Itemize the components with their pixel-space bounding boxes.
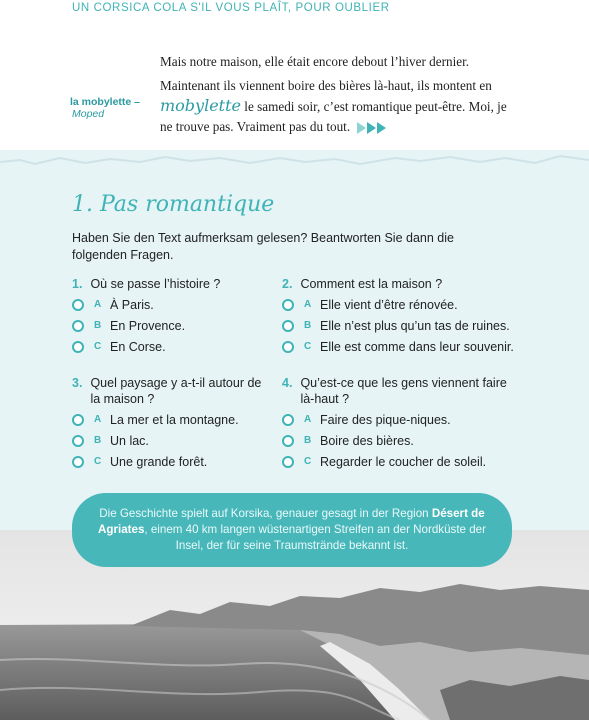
option-text: Elle est comme dans leur souvenir. [320,340,514,354]
info-text-before: Die Geschichte spielt auf Korsika, genauer gesagt in der Region [99,507,432,520]
answer-option[interactable] [72,412,272,428]
question-text: Qu’est-ce que les gens viennent faire là-haut ? [300,376,507,406]
section-title: 1. Pas romantique [72,192,275,217]
answer-option[interactable] [72,339,272,355]
question-text: Où se passe l’histoire ? [90,277,221,291]
radio-option-icon[interactable] [282,435,294,447]
info-box [72,493,512,567]
radio-option-icon[interactable] [72,456,84,468]
option-letter: B [304,435,312,446]
answer-option[interactable] [282,433,522,449]
story-line: Mais notre maison, elle était encore debout l’hiver dernier. [160,54,470,69]
answer-option[interactable] [282,318,522,334]
answer-option[interactable] [72,318,272,334]
answer-option[interactable] [282,454,522,470]
question-number: 1. [72,277,83,291]
option-text: Regarder le coucher de soleil. [320,455,487,469]
question-4 [282,375,522,470]
story-text-before: Maintenant ils viennent boire des bières là-haut, ils montent en [160,78,492,93]
option-text: Un lac. [110,434,149,448]
story-text [160,52,510,141]
option-letter: A [94,299,102,310]
option-letter: A [94,414,102,425]
option-letter: C [304,456,312,467]
story-paragraph [160,76,510,137]
question-1 [72,276,272,355]
option-letter: C [94,456,102,467]
option-text: En Corse. [110,340,166,354]
option-text: Faire des pique-niques. [320,413,451,427]
story-text-after: le samedi soir, c’est romantique peut-être. Moi, je ne trouve pas. Vraiment pas du tout. [160,99,507,134]
audio-play-icon[interactable] [357,122,386,134]
option-letter: B [94,320,102,331]
question-text: Quel paysage y a-t-il autour de la maison ? [90,376,262,406]
answer-option[interactable] [282,339,522,355]
radio-option-icon[interactable] [72,435,84,447]
instructions: Haben Sie den Text aufmerksam gelesen? Beantworten Sie dann die folgenden Fragen. [72,231,454,262]
option-letter: A [304,299,312,310]
option-text: À Paris. [110,298,154,312]
radio-option-icon[interactable] [72,299,84,311]
radio-option-icon[interactable] [72,341,84,353]
info-text [90,506,494,554]
radio-option-icon[interactable] [282,341,294,353]
option-text: Elle vient d’être rénovée. [320,298,458,312]
question-3 [72,375,272,470]
answer-option[interactable] [282,297,522,313]
running-head: UN CORSICA COLA S'IL VOUS PLAÎT, POUR OUBLIER [72,2,390,14]
info-text-after: , einem 40 km langen wüstenartigen Streifen an der Nordküste der Insel, der für seine Traumstrände bekannt ist. [144,523,486,552]
option-text: En Provence. [110,319,186,333]
radio-option-icon[interactable] [72,414,84,426]
question-text: Comment est la maison ? [300,277,443,291]
option-letter: C [304,341,312,352]
glossed-word: mobylette [160,96,241,115]
option-letter: A [304,414,312,425]
answer-option[interactable] [72,454,272,470]
glossary-translation: Moped [72,108,105,120]
question-number: 3. [72,376,83,390]
radio-option-icon[interactable] [282,456,294,468]
glossary-term: la mobylette – [70,96,141,108]
question-number: 2. [282,277,293,291]
radio-option-icon[interactable] [282,320,294,332]
radio-option-icon[interactable] [282,414,294,426]
option-text: Une grande forêt. [110,455,208,469]
option-letter: B [94,435,102,446]
option-text: Elle n’est plus qu’un tas de ruines. [320,319,510,333]
answer-option[interactable] [72,433,272,449]
option-letter: B [304,320,312,331]
info-highlight: Désert de Agriates [98,507,485,536]
question-2 [282,276,522,355]
option-text: La mer et la montagne. [110,413,239,427]
option-text: Boire des bières. [320,434,414,448]
option-letter: C [94,341,102,352]
question-number: 4. [282,376,293,390]
answer-option[interactable] [282,412,522,428]
radio-option-icon[interactable] [72,320,84,332]
answer-option[interactable] [72,297,272,313]
torn-paper-edge [0,140,589,180]
radio-option-icon[interactable] [282,299,294,311]
